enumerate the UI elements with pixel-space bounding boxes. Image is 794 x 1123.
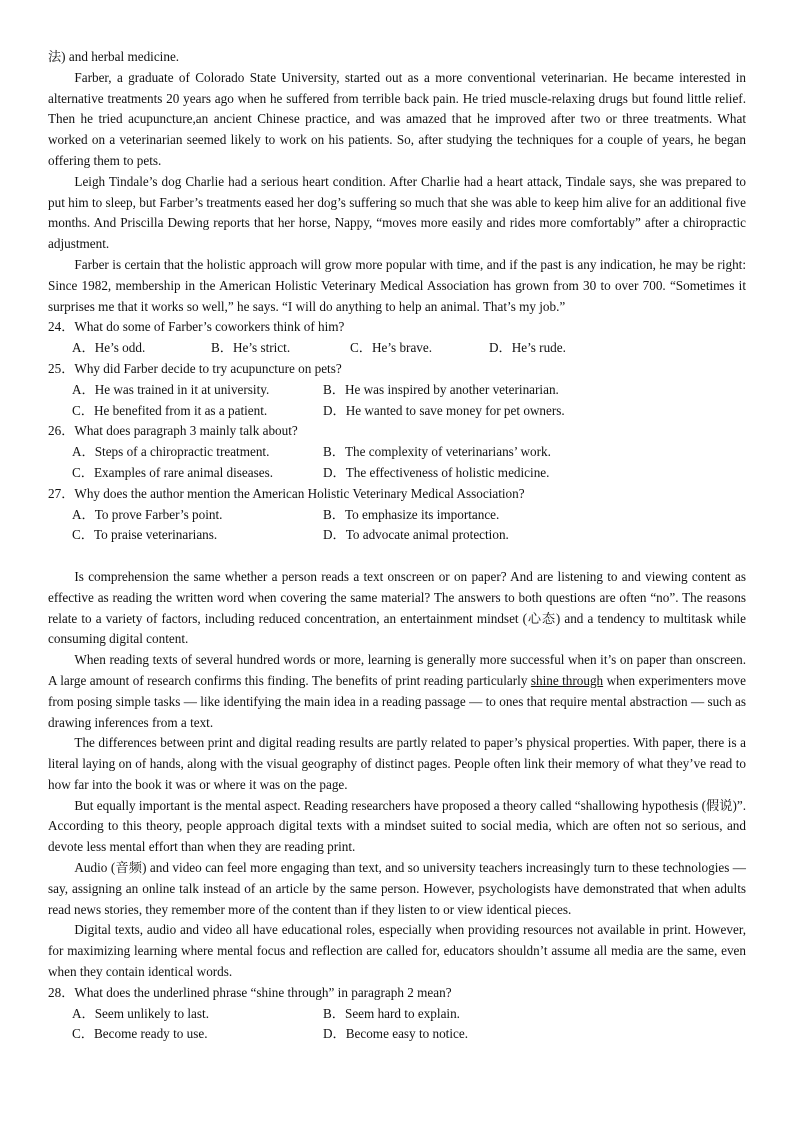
question-stem: 27．Why does the author mention the American Holistic Veterinary Medical Association? xyxy=(48,485,525,501)
option-b: B．To emphasize its importance. xyxy=(323,506,500,522)
option-d: D．He’s rude. xyxy=(489,340,566,356)
option-a: A．He’s odd. xyxy=(72,340,146,356)
question-25 xyxy=(48,359,746,421)
option-d: D．To advocate animal protection. xyxy=(323,527,509,543)
question-24 xyxy=(48,317,746,359)
options-row xyxy=(72,401,746,422)
options-row xyxy=(72,1004,746,1025)
option-b: B．The complexity of veterinarians’ work. xyxy=(323,444,551,460)
question-28 xyxy=(48,983,746,1045)
question-stem: 25．Why did Farber decide to try acupuncture on pets? xyxy=(48,360,342,376)
passage1-paragraph-3: Farber is certain that the holistic approach will grow more popular with time, and if the past is any indication, he may be right: Since 1982, membership in the American Holistic Veterinary Medical Association has grown from 30 to over 700. “Sometimes it surprises me that it works so well,” he says. “I will do anything to help an animal. That’s my job.” xyxy=(48,256,746,314)
passage2-paragraph-3: The differences between print and digital reading results are partly related to paper’s physical properties. With paper, there is a literal laying on of hands, along with the visual geography of distinct pages. People often link their memory of what they’ve read to how far into the book it was or where it was on the page. xyxy=(48,735,746,792)
passage2-paragraph-1: Is comprehension the same whether a person reads a text onscreen or on paper? And are listening to and viewing content as effective as reading the written word when covering the same material? The answers to both questions are often “no”. The reasons relate to a variety of factors, including reduced concentration, an entertainment mindset (心态) and a tendency to multitask while consuming digital content. xyxy=(48,568,746,647)
question-26 xyxy=(48,421,746,483)
question-stem: 26．What does paragraph 3 mainly talk about? xyxy=(48,423,298,439)
passage1-paragraph-0: 法) and herbal medicine. xyxy=(48,49,180,64)
options-row xyxy=(72,525,746,546)
exam-page xyxy=(48,47,746,1045)
option-a: A．To prove Farber’s point. xyxy=(72,506,223,522)
option-c: C．Examples of rare animal diseases. xyxy=(72,464,274,480)
option-b: B．He’s strict. xyxy=(211,340,291,356)
options-row xyxy=(72,442,746,463)
passage2-paragraph-5: Audio (音频) and video can feel more engaging than text, and so university teachers increasingly turn to these technologies — say, assigning an online talk instead of an article by the same person. However, psychologists have demonstrated that when adults read news stories, they remember more of the content than if they listen to or view identical pieces. xyxy=(48,860,746,917)
section-gap xyxy=(48,546,746,567)
option-c: C．To praise veterinarians. xyxy=(72,527,218,543)
options-row xyxy=(72,1024,746,1045)
question-27 xyxy=(48,484,746,546)
option-c: C．Become ready to use. xyxy=(72,1026,208,1042)
option-a: A．Steps of a chiropractic treatment. xyxy=(72,444,270,460)
paragraph-text: when experimenters move from posing simple tasks — like identifying the main idea in a reading passage — to ones that require mental abstraction — such as drawing inferences from a text. xyxy=(48,672,746,730)
passage2-paragraph-4: But equally important is the mental aspect. Reading researchers have proposed a theory called “shallowing hypothesis (假说)”. According to this theory, people approach digital texts with a mindset suited to social media, which are often not so serious, and devote less mental effort than when they are reading print. xyxy=(48,797,746,855)
option-d: D．The effectiveness of holistic medicine. xyxy=(323,464,550,480)
options-row xyxy=(72,505,746,526)
passage1-paragraph-1: Farber, a graduate of Colorado State University, started out as a more conventional veterinarian. He became interested in alternative treatments 20 years ago when he suffered from terrible back pain. He tried muscle-relaxing drugs but found little relief. Then he tried acupuncture,an ancient Chinese practice, and was amazed that he improved after two or three treatments. What worked on a veterinarian seemed likely to work on his patients. So, after studying the techniques for a couple of years, he began offering them to pets. xyxy=(48,69,746,168)
passage2-paragraph-6: Digital texts, audio and video all have educational roles, especially when providing resources not available in print. However, for maximizing learning where mental focus and reflection are called for, educators shouldn’t assume all media are the same, even when they contain identical words. xyxy=(48,922,746,980)
options-row xyxy=(72,463,746,484)
option-b: B．He was inspired by another veterinarian. xyxy=(323,381,559,397)
question-stem: 28．What does the underlined phrase “shine through” in paragraph 2 mean? xyxy=(48,984,452,1000)
paragraph-text: When reading texts of several hundred words or more, learning is generally more successful when it’s on paper than onscreen. A large amount of research confirms this finding. The benefits of print reading particularly xyxy=(48,652,746,688)
option-c: C．He benefited from it as a patient. xyxy=(72,402,268,418)
option-d: D．Become easy to notice. xyxy=(323,1026,469,1042)
passage2-paragraph-2 xyxy=(48,650,746,733)
options-row xyxy=(72,338,746,359)
question-stem: 24．What do some of Farber’s coworkers think of him? xyxy=(48,319,345,335)
underlined-phrase: shine through xyxy=(530,672,604,688)
option-a: A．Seem unlikely to last. xyxy=(72,1005,209,1021)
option-d: D．He wanted to save money for pet owners. xyxy=(323,402,565,418)
option-a: A．He was trained in it at university. xyxy=(72,381,270,397)
options-row xyxy=(72,380,746,401)
passage1-paragraph-2: Leigh Tindale’s dog Charlie had a serious heart condition. After Charlie had a heart attack, Tindale says, she was prepared to put him to sleep, but Farber’s treatments eased her dog’s suffering so much that she was able to keep him alive for an additional five months. And Priscilla Dewing reports that her horse, Nappy, “moves more easily and rides more comfortably” after a chiropractic adjustment. xyxy=(48,173,746,252)
option-c: C．He’s brave. xyxy=(350,340,433,356)
option-b: B．Seem hard to explain. xyxy=(323,1005,460,1021)
